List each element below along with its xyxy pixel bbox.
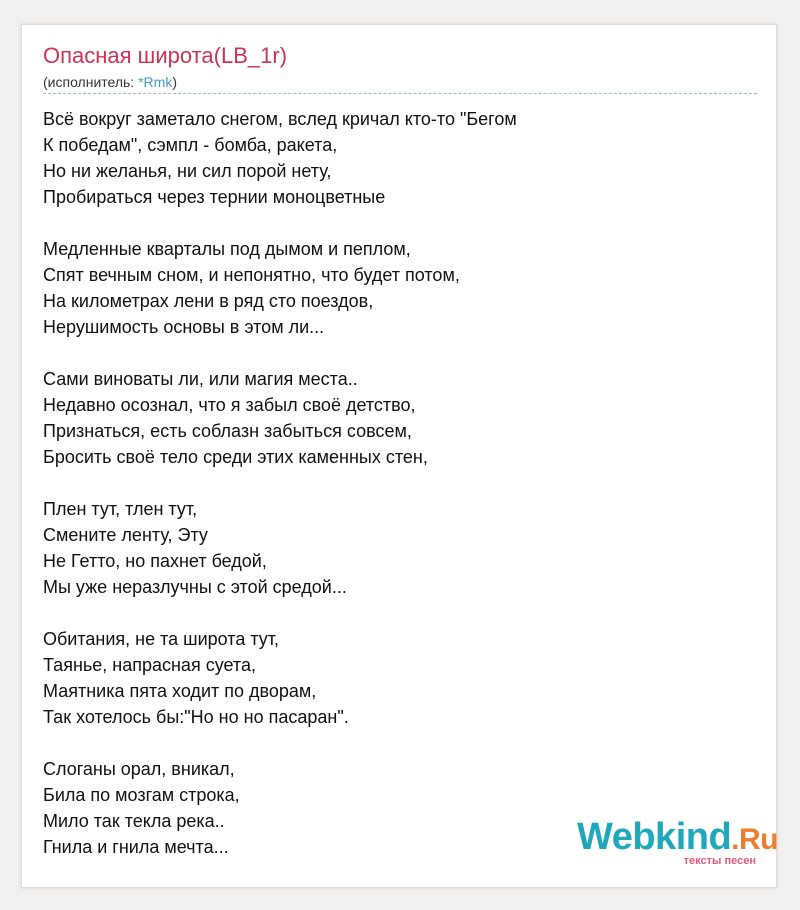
lyrics-line: Медленные кварталы под дымом и пеплом,: [43, 239, 411, 259]
lyrics-stanza: [43, 106, 517, 210]
logo-wordmark: [577, 818, 778, 859]
artist-line: [43, 74, 177, 90]
lyrics-line: Мы уже неразлучны с этой средой...: [43, 577, 347, 597]
artist-prefix: (исполнитель:: [43, 74, 139, 90]
lyrics-text: [43, 106, 517, 860]
site-logo[interactable]: [577, 818, 778, 867]
lyrics-line: Пробираться через тернии моноцветные: [43, 187, 386, 207]
logo-tld: .Ru: [731, 823, 778, 856]
lyrics-stanza: [43, 236, 517, 340]
lyrics-line: Спят вечным сном, и непонятно, что будет потом,: [43, 265, 460, 285]
lyrics-line: Недавно осознал, что я забыл своё детство,: [43, 395, 416, 415]
lyrics-line: Маятника пята ходит по дворам,: [43, 681, 317, 701]
lyrics-line: Сами виноваты ли, или магия места..: [43, 369, 358, 389]
lyrics-line: На километрах лени в ряд сто поездов,: [43, 291, 374, 311]
lyrics-line: Не Гетто, но пахнет бедой,: [43, 551, 267, 571]
lyrics-line: Смените ленту, Эту: [43, 525, 208, 545]
lyrics-line: К победам", сэмпл - бомба, ракета,: [43, 135, 338, 155]
artist-link[interactable]: *Rmk: [138, 74, 173, 90]
lyrics-stanza: [43, 626, 517, 730]
lyrics-line: Слоганы орал, вникал,: [43, 759, 235, 779]
song-title: Опасная широта(LB_1r): [43, 43, 288, 68]
lyrics-line: Била по мозгам строка,: [43, 785, 240, 805]
lyrics-stanza: [43, 756, 517, 860]
lyrics-line: Гнила и гнила мечта...: [43, 837, 229, 857]
lyrics-line: Так хотелось бы:"Но но но пасаран".: [43, 707, 349, 727]
artist-suffix: ): [172, 74, 177, 90]
lyrics-line: Плен тут, тлен тут,: [43, 499, 198, 519]
lyrics-stanza: [43, 496, 517, 600]
lyrics-card: [21, 24, 777, 888]
lyrics-line: Таянье, напрасная суета,: [43, 655, 256, 675]
title-divider: [43, 93, 757, 94]
lyrics-line: Мило так текла река..: [43, 811, 225, 831]
lyrics-line: Признаться, есть соблазн забыться совсем,: [43, 421, 412, 441]
lyrics-line: Но ни желанья, ни сил порой нету,: [43, 161, 332, 181]
logo-tagline: тексты песен: [683, 855, 756, 867]
lyrics-stanza: [43, 366, 517, 470]
lyrics-line: Нерушимость основы в этом ли...: [43, 317, 325, 337]
lyrics-line: Обитания, не та широта тут,: [43, 629, 280, 649]
lyrics-line: Всё вокруг заметало снегом, вслед кричал кто-то "Бегом: [43, 109, 517, 129]
lyrics-line: Бросить своё тело среди этих каменных стен,: [43, 447, 428, 467]
logo-brand: Webkind: [577, 816, 732, 858]
